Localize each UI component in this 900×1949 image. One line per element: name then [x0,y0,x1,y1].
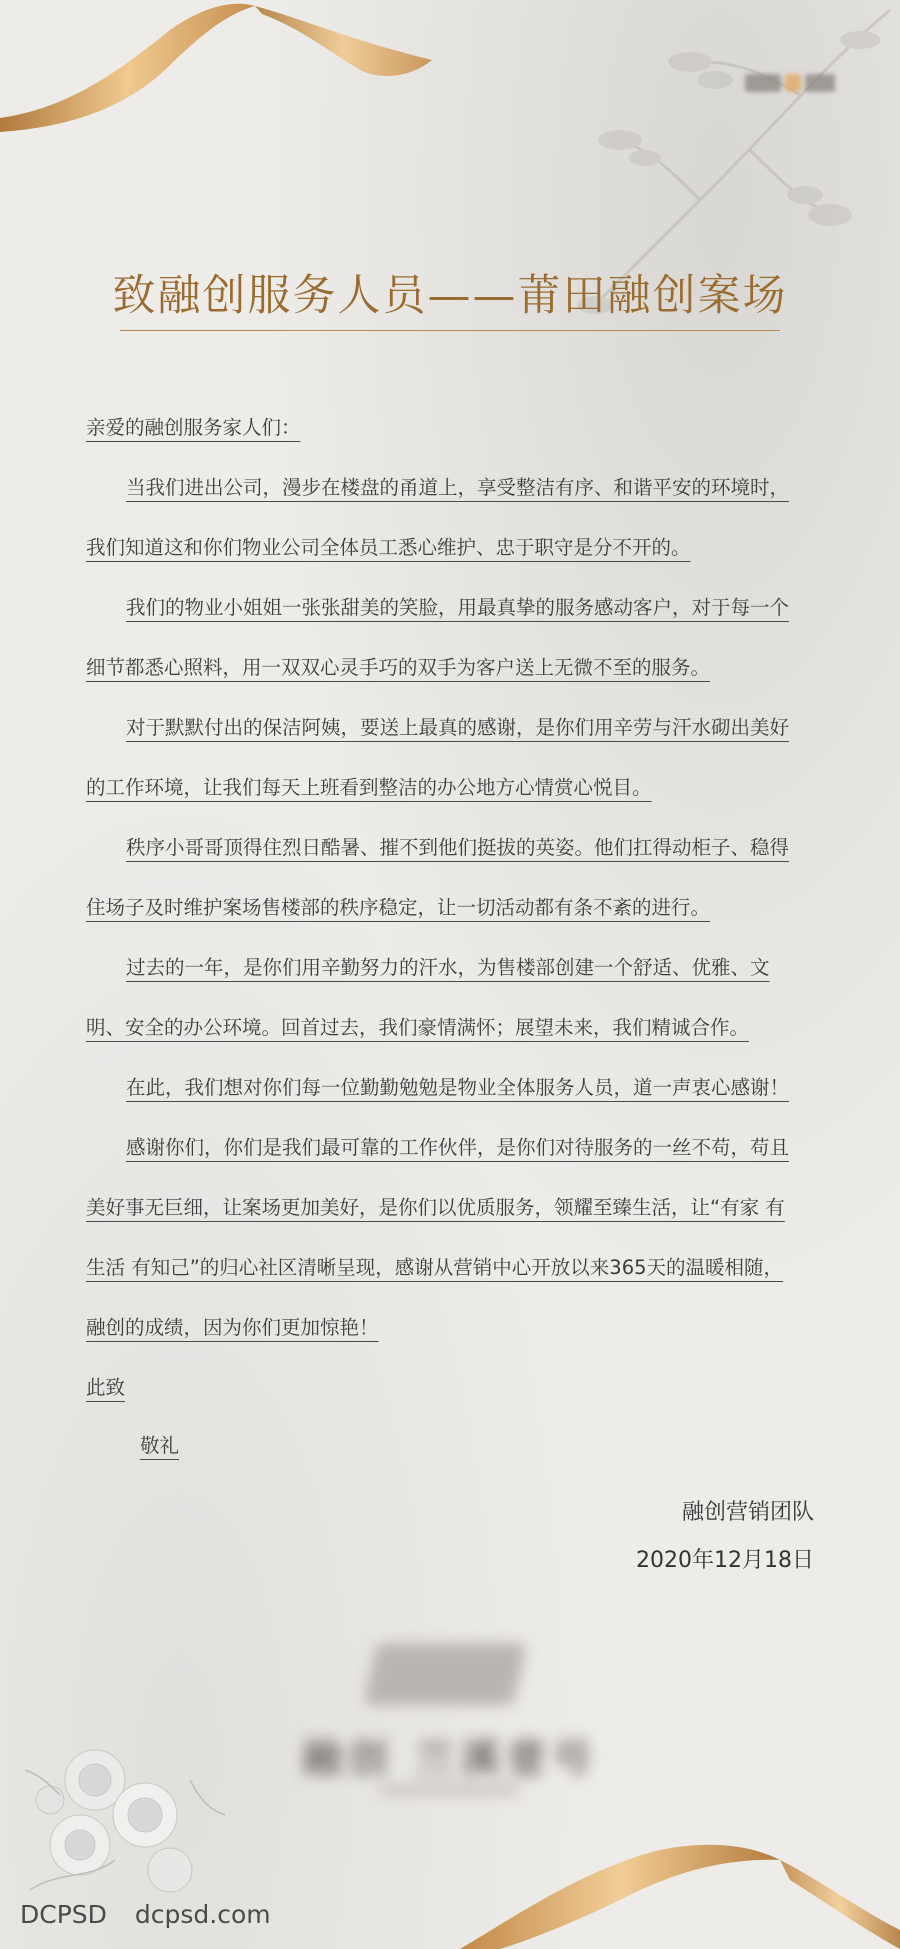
letter-line: 明、安全的办公环境。回首过去，我们豪情满怀；展望未来，我们精诚合作。 [86,1016,750,1039]
title-divider [120,330,780,331]
letter-line: 对于默默付出的保洁阿姨，要送上最真的感谢，是你们用辛劳与汗水砌出美好 [126,716,790,739]
closing-line: 此致 [86,1376,126,1399]
letter-line: 过去的一年，是你们用辛勤努力的汗水，为售楼部创建一个舒适、优雅、文 [126,956,770,979]
closing-salute: 敬礼 [140,1434,180,1457]
white-flowers-decoration [20,1740,230,1910]
brand-logo-blurred-footer: 融创 兰溪壹号 [290,1635,610,1805]
greeting-line: 亲爱的融创服务家人们： [86,416,301,439]
watermark-brand: DCPSD [20,1900,107,1929]
letter-line: 我们的物业小姐姐一张张甜美的笑脸，用最真挚的服务感动客户，对于每一个 [126,596,790,619]
brand-logo-blurred [745,72,837,98]
letter-line: 美好事无巨细，让案场更加美好，是你们以优质服务，领耀至臻生活，让“有家 有 [86,1196,785,1219]
letter-line: 我们知道这和你们物业公司全体员工悉心维护、忠于职守是分不开的。 [86,536,691,559]
letter-line: 秩序小哥哥顶得住烈日酷暑、摧不到他们挺拔的英姿。他们扛得动柜子、稳得 [126,836,790,859]
gold-ribbon-top-decoration [0,0,440,140]
watermark-site: dcpsd.com [134,1900,271,1929]
letter-line: 融创的成绩，因为你们更加惊艳！ [86,1316,379,1339]
letter-line: 感谢你们，你们是我们最可靠的工作伙伴，是你们对待服务的一丝不苟，苟且 [126,1136,790,1159]
letter-line: 的工作环境，让我们每天上班看到整洁的办公地方心情赏心悦目。 [86,776,652,799]
letter-line: 细节都悉心照料，用一双双心灵手巧的双手为客户送上无微不至的服务。 [86,656,711,679]
site-watermark [20,1900,271,1929]
letter-line: 生活 有知己”的归心社区清晰呈现，感谢从营销中心开放以来365天的温暖相随， [86,1256,784,1279]
signature-team: 融创营销团队 [681,1500,814,1525]
letter-line: 在此，我们想对你们每一位勤勤勉勉是物业全体服务人员，道一声衷心感谢！ [126,1076,790,1099]
gold-ribbon-bottom-decoration [460,1840,900,1949]
letter-line: 住场子及时维护案场售楼部的秩序稳定，让一切活动都有条不紊的进行。 [86,896,711,919]
page-title: 致融创服务人员——莆田融创案场 [112,271,788,321]
letter-line: 当我们进出公司，漫步在楼盘的甬道上，享受整洁有序、和谐平安的环境时， [126,476,790,499]
signature-date: 2020年12月18日 [636,1548,814,1573]
